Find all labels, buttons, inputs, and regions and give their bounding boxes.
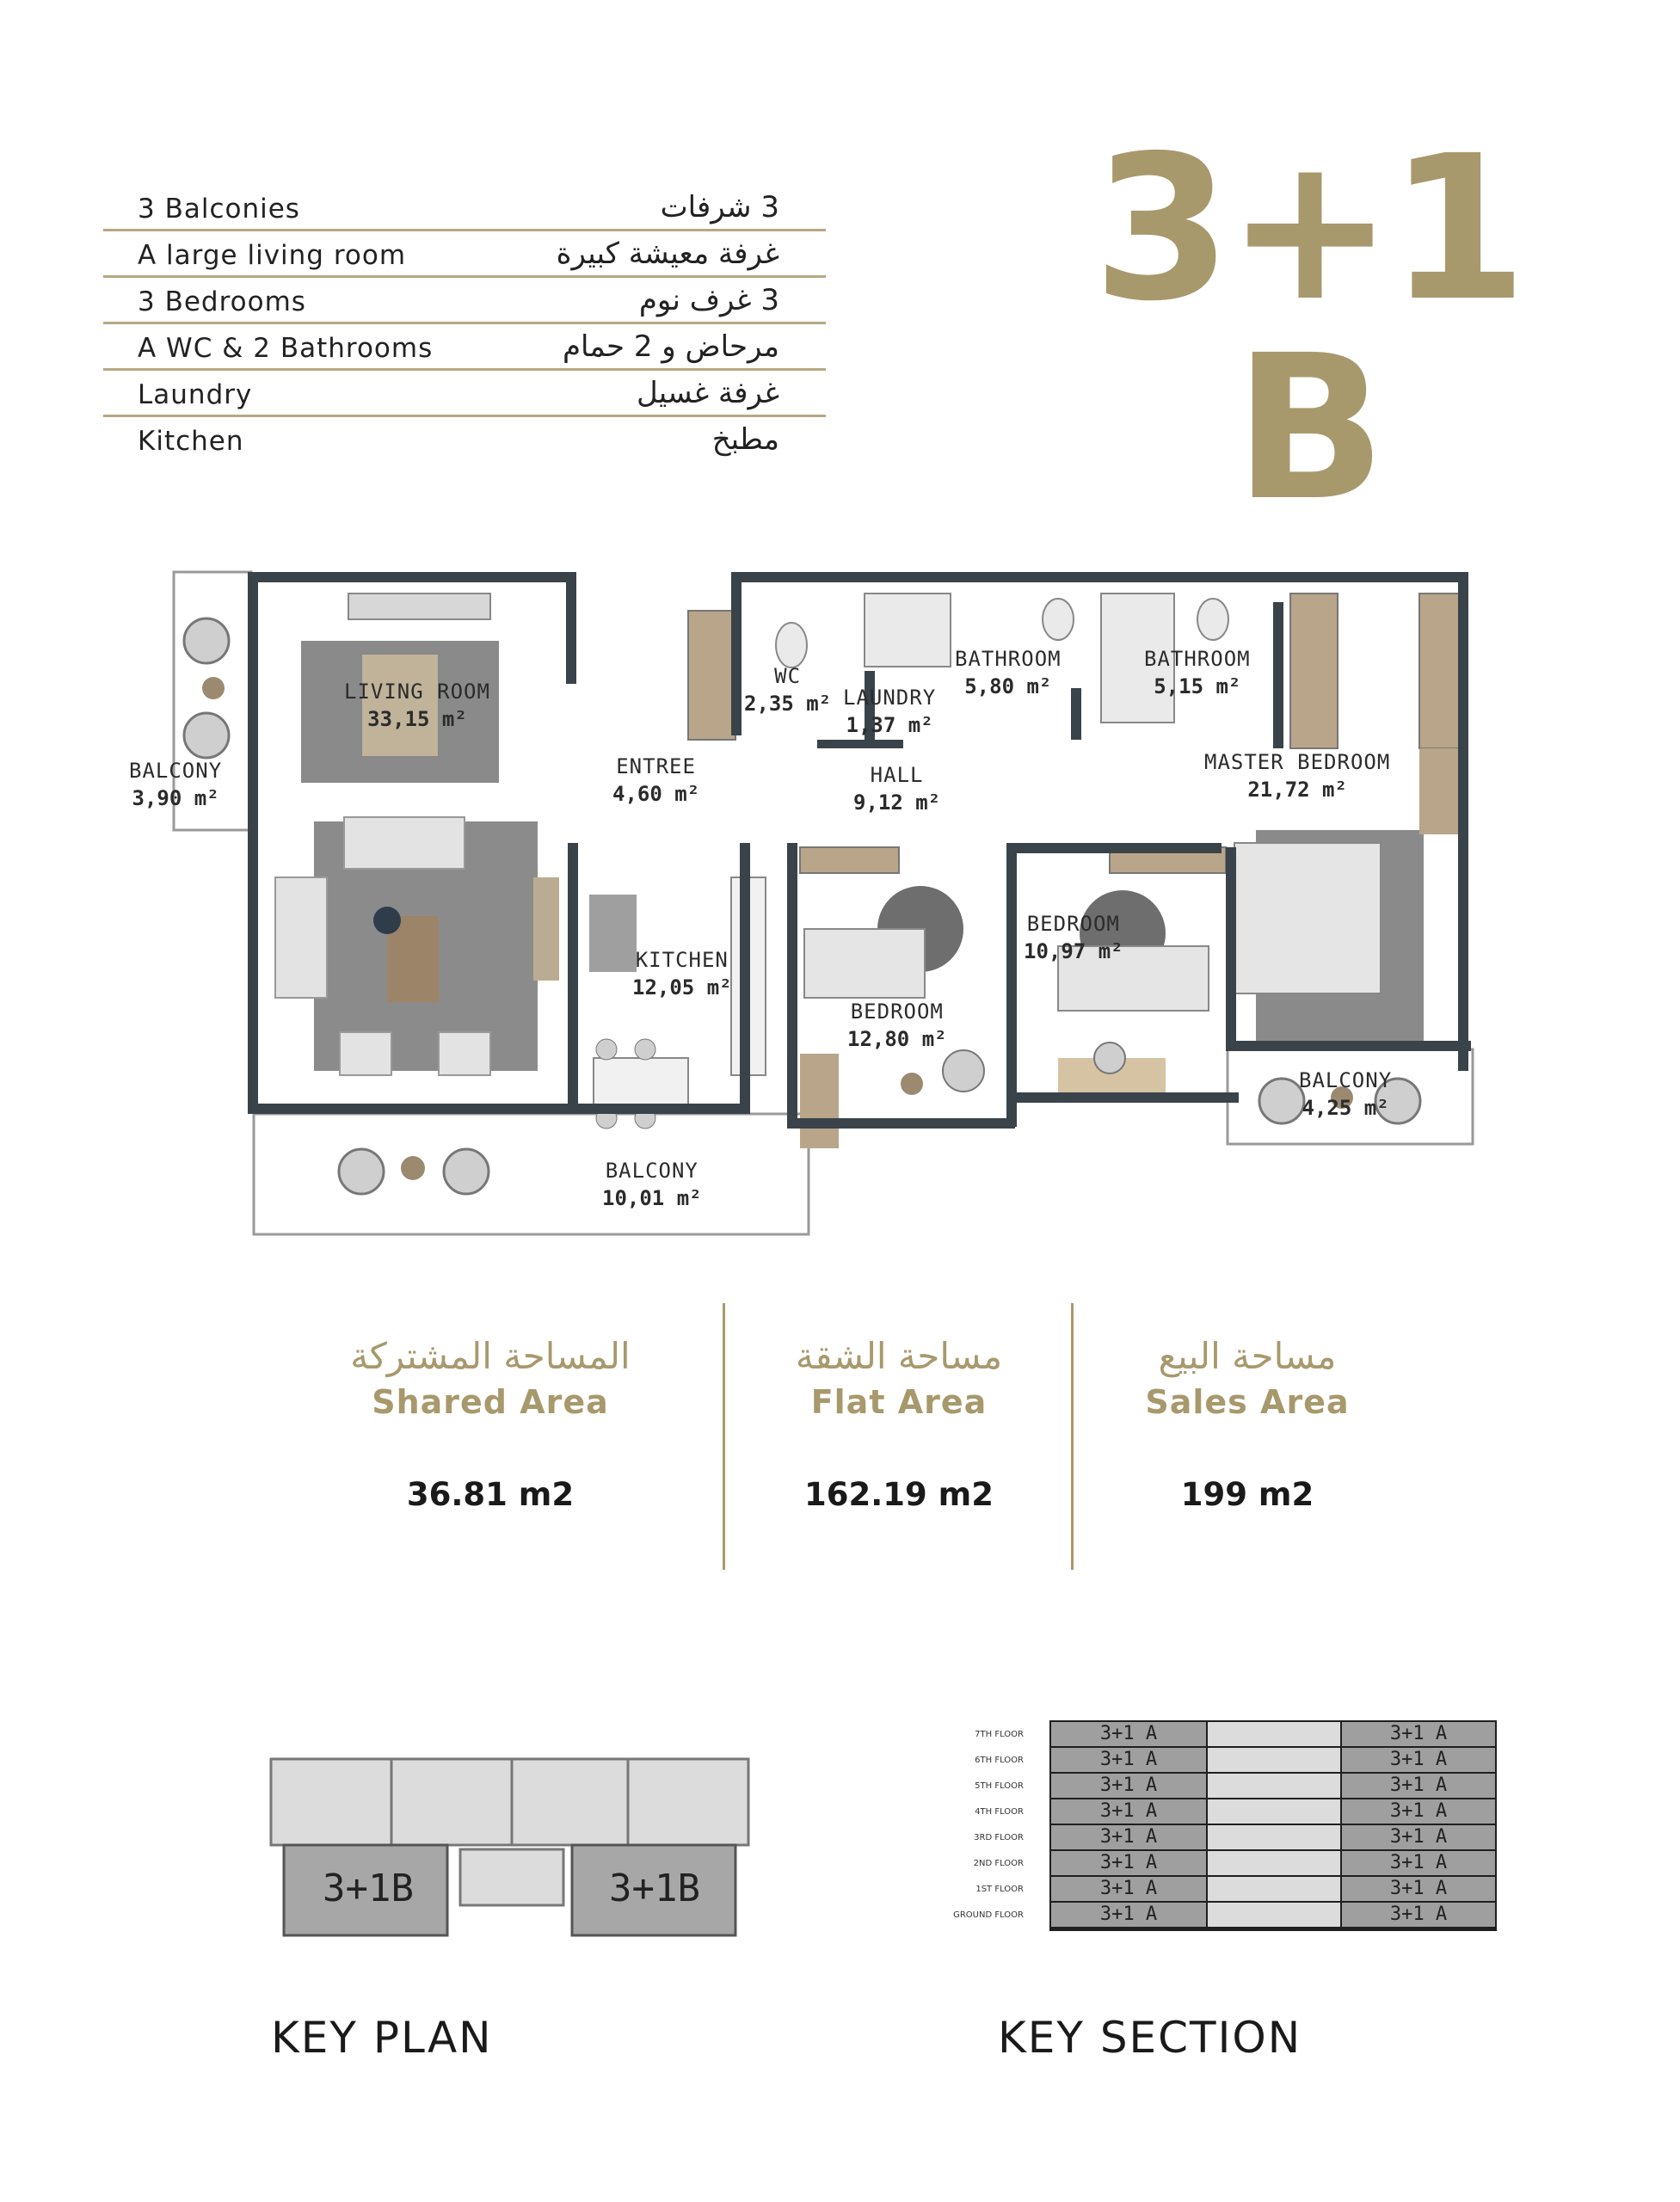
floor-label: 2ND FLOOR [973, 1859, 1024, 1868]
section-core [1208, 1825, 1340, 1849]
feature-row [103, 417, 826, 461]
shared-area-en: Shared Area [372, 1383, 609, 1421]
room-area: 4,60 m² [612, 782, 700, 806]
room-name: LIVING ROOM [344, 680, 490, 704]
toilet-bath-1 [1043, 599, 1074, 640]
room-bathroom-1 [955, 645, 1062, 700]
room-wc [744, 662, 831, 717]
feature-en: A large living room [138, 240, 407, 271]
room-name: MASTER BEDROOM [1204, 750, 1391, 774]
room-living [344, 678, 490, 733]
feature-ar: مطبخ [711, 422, 779, 457]
feature-ar: غرفة معيشة كبيرة [556, 237, 779, 271]
master-desk [1419, 748, 1458, 834]
floor-plan-drawing [146, 550, 1505, 1256]
room-name: BATHROOM [955, 647, 1062, 671]
section-core [1208, 1774, 1340, 1798]
key-plan-unit-left: 3+1B [323, 1867, 414, 1910]
room-name: BALCONY [1299, 1068, 1393, 1092]
section-unit-right: 3+1 A [1342, 1851, 1495, 1875]
section-unit-left: 3+1 A [1051, 1877, 1206, 1901]
room-area: 1,37 m² [846, 713, 933, 737]
room-entree [612, 753, 699, 808]
room-bathroom-2 [1144, 645, 1251, 700]
section-unit-right: 3+1 A [1342, 1877, 1495, 1901]
floor-label: GROUND FLOOR [953, 1910, 1024, 1920]
section-core [1208, 1799, 1340, 1824]
room-balcony-left [129, 757, 222, 812]
section-unit-right: 3+1 A [1342, 1825, 1495, 1849]
wardrobe-bedroom-1 [800, 847, 899, 873]
shared-area [310, 1333, 671, 1513]
feature-en: Kitchen [138, 426, 244, 457]
room-bedroom-1 [847, 998, 947, 1053]
sales-area-en: Sales Area [1145, 1383, 1350, 1421]
bedroom-1-chair [943, 1050, 984, 1092]
section-unit-left: 3+1 A [1051, 1825, 1206, 1849]
floor-label: 4TH FLOOR [975, 1807, 1024, 1817]
room-master-bedroom [1204, 748, 1390, 803]
kitchen-table [594, 1058, 688, 1105]
room-area: 33,15 m² [367, 707, 467, 731]
room-hall [853, 761, 940, 816]
feature-en: 3 Balconies [138, 194, 300, 225]
sales-area [1067, 1333, 1428, 1513]
feature-ar: 3 غرف نوم [638, 283, 779, 317]
room-area: 9,12 m² [853, 790, 941, 815]
section-unit-right: 3+1 A [1342, 1903, 1495, 1927]
wardrobe-entree [688, 611, 735, 740]
tv-unit [533, 877, 559, 981]
feature-en: Laundry [138, 379, 253, 410]
feature-ar: مرحاض و 2 حمام [562, 329, 779, 364]
section-unit-left: 3+1 A [1051, 1748, 1206, 1772]
section-unit-right: 3+1 A [1342, 1799, 1495, 1824]
room-laundry [843, 684, 936, 739]
key-plan [267, 1755, 757, 1940]
features-list [103, 185, 826, 461]
section-unit-left: 3+1 A [1051, 1774, 1206, 1798]
sofa-side [275, 877, 327, 998]
section-core [1208, 1851, 1340, 1875]
flat-area [718, 1333, 1080, 1513]
sales-area-value: 199 m2 [1180, 1476, 1314, 1513]
room-area: 21,72 m² [1247, 778, 1347, 802]
lamp [373, 907, 401, 934]
floor-label: 3RD FLOOR [974, 1833, 1024, 1842]
window-unit [348, 594, 490, 619]
unit-title: 3+1 B [1092, 113, 1523, 544]
key-plan-drawing [267, 1755, 757, 1940]
shower-1 [865, 594, 951, 667]
floor-label: 5TH FLOOR [975, 1781, 1024, 1791]
toilet-wc [776, 623, 807, 667]
section-unit-right: 3+1 A [1342, 1774, 1495, 1798]
room-area: 5,15 m² [1154, 674, 1241, 698]
key-plan-caption: KEY PLAN [271, 2013, 493, 2063]
room-name: HALL [870, 763, 924, 787]
room-area: 12,05 m² [632, 975, 732, 1000]
room-area: 5,80 m² [964, 674, 1052, 698]
section-core [1208, 1722, 1340, 1746]
section-core [1208, 1748, 1340, 1772]
shared-area-value: 36.81 m2 [406, 1476, 575, 1513]
flat-area-ar: مساحة الشقة [795, 1335, 1003, 1377]
feature-en: 3 Bedrooms [138, 286, 306, 317]
floor-label: 7TH FLOOR [975, 1730, 1024, 1739]
room-balcony-bottom [602, 1157, 702, 1212]
room-bedroom-2 [1024, 910, 1123, 965]
key-section-caption: KEY SECTION [998, 2013, 1302, 2063]
feature-row [103, 371, 826, 417]
section-unit-left: 3+1 A [1051, 1722, 1206, 1746]
feature-row [103, 278, 826, 324]
bedroom-1-bed [804, 929, 925, 998]
feature-row [103, 324, 826, 371]
toilet-bath-2 [1197, 599, 1228, 640]
flat-area-en: Flat Area [810, 1383, 988, 1421]
floor-plan [129, 550, 1505, 1256]
balcony-bottom-outline [254, 1114, 809, 1234]
feature-row [103, 185, 826, 231]
section-unit-left: 3+1 A [1051, 1851, 1206, 1875]
room-area: 4,25 m² [1302, 1096, 1389, 1120]
room-name: BATHROOM [1144, 647, 1251, 671]
room-kitchen [632, 946, 732, 1001]
floor-label: 1ST FLOOR [975, 1885, 1024, 1894]
room-name: BEDROOM [1026, 912, 1120, 936]
room-balcony-right [1299, 1067, 1392, 1122]
sales-area-ar: مساحة البيع [1158, 1335, 1337, 1377]
master-bed [1234, 843, 1381, 993]
section-unit-left: 3+1 A [1051, 1903, 1206, 1927]
room-name: ENTREE [616, 754, 696, 778]
armchair-right [439, 1032, 490, 1075]
bedroom-1-desk [800, 1054, 839, 1148]
wardrobe-master-1 [1290, 594, 1338, 748]
room-name: BALCONY [129, 759, 223, 783]
room-area: 10,01 m² [602, 1186, 702, 1210]
room-area: 2,35 m² [744, 692, 832, 716]
section-unit-left: 3+1 A [1051, 1799, 1206, 1824]
feature-ar: 3 شرفات [660, 190, 779, 225]
feature-row [103, 231, 826, 278]
room-name: BALCONY [605, 1159, 698, 1183]
armchair-left [340, 1032, 391, 1075]
key-plan-unit-right: 3+1B [609, 1867, 700, 1910]
section-unit-right: 3+1 A [1342, 1748, 1495, 1772]
room-name: WC [774, 664, 802, 688]
room-area: 10,97 m² [1024, 939, 1123, 963]
feature-en: A WC & 2 Bathrooms [138, 333, 434, 364]
sofa-top [344, 817, 465, 869]
section-core [1208, 1877, 1340, 1901]
feature-ar: غرفة غسيل [637, 376, 779, 410]
room-area: 12,80 m² [847, 1027, 947, 1051]
flat-area-value: 162.19 m2 [804, 1476, 994, 1513]
room-name: BEDROOM [850, 1000, 944, 1024]
room-area: 3,90 m² [132, 786, 219, 810]
fridge [589, 895, 637, 972]
key-section [920, 1720, 1497, 1935]
section-unit-right: 3+1 A [1342, 1722, 1495, 1746]
floor-label: 6TH FLOOR [975, 1756, 1024, 1765]
section-core [1208, 1903, 1340, 1927]
room-name: KITCHEN [635, 948, 729, 972]
room-name: LAUNDRY [843, 686, 937, 710]
shared-area-ar: المساحة المشتركة [350, 1335, 631, 1377]
